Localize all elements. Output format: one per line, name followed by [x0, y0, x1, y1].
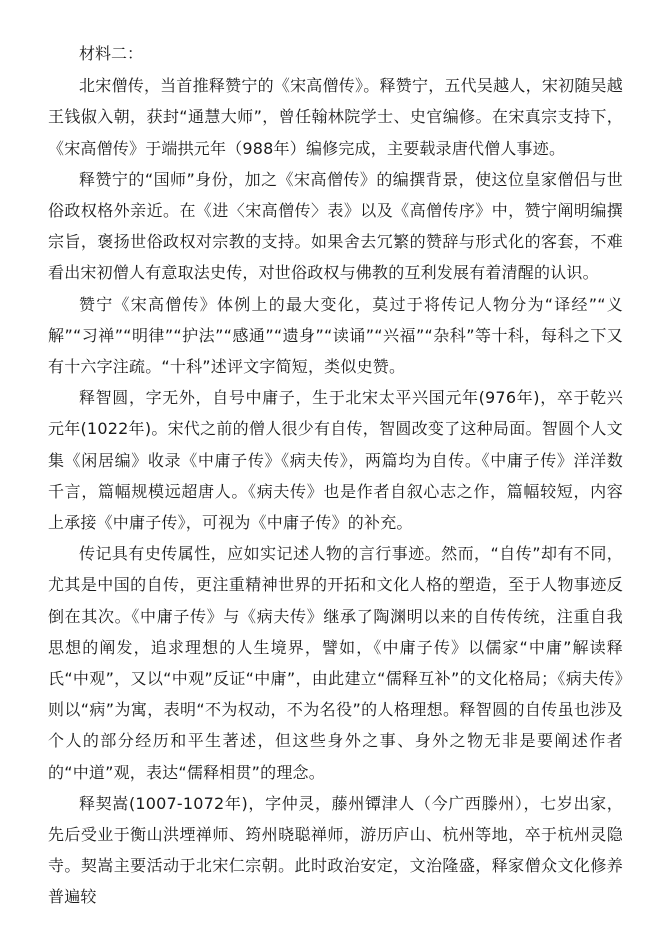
paragraph-autobiography: 传记具有史传属性，应如实记述人物的言行事迹。然而，“自传”却有不同，尤其是中国的自传，更注重精神世界的开拓和文化人格的塑造，至于人物事迹反倒在其次。《中庸子传》与《病夫传》继承了陶渊明以来的自传传统，注重自我思想的阐发，追求理想的人生境界，譬如，《中庸子传》以儒家“中庸”解读释氏“中观”，又以“中观”反证“中庸”，由此建立“儒释互补”的文化格局；《病夫传》则以“病”为寓，表明“不为权动，不为名役”的人格理想。释智圆的自传虽也涉及个人的部分经历和平生著述，但这些身外之事、身外之物无非是要阐述作者的“中道”观，表达“儒释相贯”的理念。: [48, 544, 623, 782]
section-heading: 材料二：: [79, 44, 144, 63]
paragraph-zhiyuan: 释智圆，字无外，自号中庸子，生于北宋太平兴国元年(976年)，卒于乾兴元年(1022年)。宋代之前的僧人很少有自传，智圆改变了这种局面。智圆个人文集《闲居编》收录《中庸子传》《病夫传》，两篇均为自传。《中庸子传》洋洋数千言，篇幅规模远超唐人。《病夫传》也是作者自叙心志之作，篇幅较短，内容上承接《中庸子传》，可视为《中庸子传》的补充。: [48, 388, 623, 533]
paragraph-zanning-status: 释赞宁的“国师”身份，加之《宋高僧传》的编撰背景，使这位皇家僧侣与世俗政权格外亲近。在《进〈宋高僧传〉表》以及《高僧传序》中，赞宁阐明编撰宗旨，褒扬世俗政权对宗教的支持。如果舍去冗繁的赞辞与形式化的客套，不难看出宋初僧人有意取法史传，对世俗政权与佛教的互利发展有着清醒的认识。: [48, 169, 623, 283]
paragraph-ten-categories: 赞宁《宋高僧传》体例上的最大变化，莫过于将传记人物分为“译经”“义解”“习禅”“明律”“护法”“感通”“遗身”“读诵”“兴福”“杂科”等十科，每科之下又有十六字注疏。“十科”述评文字简短，类似史赞。: [48, 294, 623, 377]
paragraph-qisong: 释契嵩(1007-1072年)，字仲灵，藤州镡津人（今广西滕州），七岁出家，先后受业于衡山洪堙禅师、筠州晓聪禅师，游历庐山、杭州等地，卒于杭州灵隐寺。契嵩主要活动于北宋仁宗朝。此时政治安定，文治隆盛，释家僧众文化修养普遍较: [48, 793, 623, 907]
paragraph-zanning-intro: 北宋僧传，当首推释赞宁的《宋高僧传》。释赞宁，五代吴越人，宋初随吴越王钱俶入朝，获封“通慧大师”，曾任翰林院学士、史官编修。在宋真宗支持下，《宋高僧传》于端拱元年（988年）编修完成，主要载录唐代僧人事迹。: [48, 76, 623, 158]
